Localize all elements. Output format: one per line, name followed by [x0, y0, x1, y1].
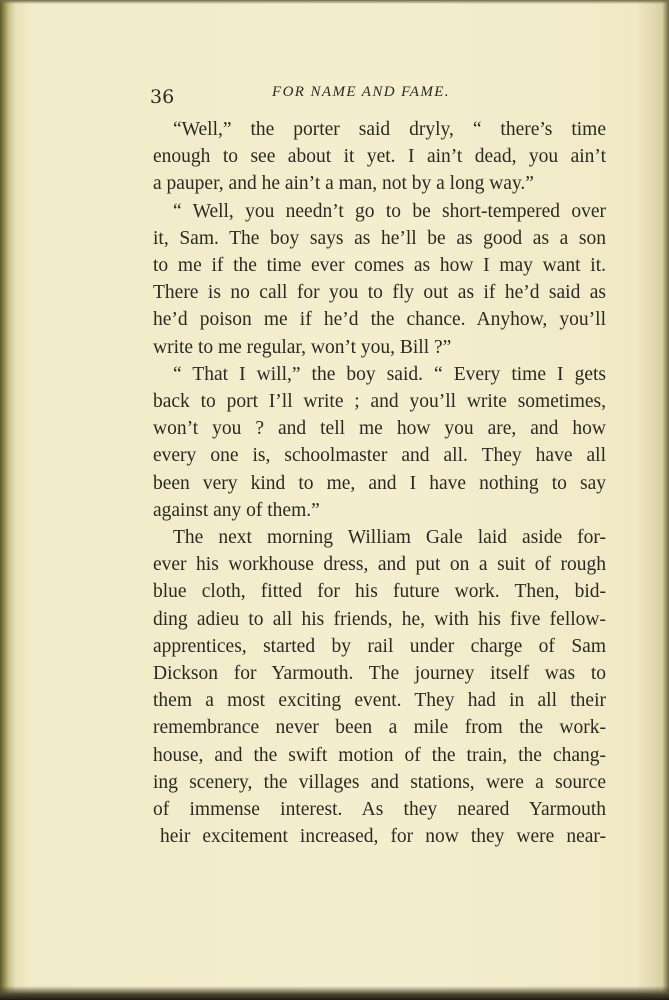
text-line	[153, 391, 606, 413]
text-line	[153, 609, 606, 631]
text-line-content: heir excitement increased, for now they were near-	[160, 826, 606, 848]
text-line	[153, 690, 606, 712]
page-top-edge	[0, 0, 669, 4]
text-line-content: There is no call for you to fly out as if he’d said as	[153, 282, 606, 304]
text-line-content: it, Sam. The boy says as he’ll be as good as a son	[153, 227, 606, 249]
text-line-content: won’t you ? and tell me how you are, and how	[153, 418, 606, 440]
text-line-content: ever his workhouse dress, and put on a suit of rough	[153, 554, 606, 576]
text-line	[153, 282, 606, 304]
text-line	[153, 581, 606, 603]
text-line	[173, 201, 606, 223]
text-line-content: blue cloth, fitted for his future work. Then, bid-	[153, 581, 606, 603]
text-line-content: remembrance never been a mile from the work-	[153, 717, 606, 739]
text-line-content: back to port I’ll write ; and you’ll write sometimes,	[153, 391, 606, 412]
text-line	[153, 418, 606, 440]
text-line-content: “Well,” the porter said dryly, “ there’s time	[173, 119, 606, 140]
text-line-content: of immense interest. As they neared Yarmouth	[153, 799, 606, 820]
text-line-content: Dickson for Yarmouth. The journey itself was to	[153, 663, 606, 684]
text-line	[173, 119, 606, 141]
text-line	[173, 527, 606, 549]
text-line-content: house, and the swift motion of the train, the chang-	[153, 744, 606, 766]
text-line-content: enough to see about it yet. I ain’t dead, you ain’t	[153, 146, 606, 168]
text-line	[153, 772, 606, 794]
text-line	[153, 146, 606, 168]
text-line-content: he’d poison me if he’d the chance. Anyhow, you’ll	[153, 309, 606, 331]
text-line	[153, 173, 606, 195]
text-line-content: every one is, schoolmaster and all. They have all	[153, 445, 606, 467]
text-line-content: to me if the time ever comes as how I may want it.	[153, 255, 606, 276]
text-line	[153, 717, 606, 739]
text-line-content: apprentices, started by rail under charge of Sam	[153, 635, 606, 657]
text-line	[173, 364, 606, 386]
text-line-content: a pauper, and he ain’t a man, not by a long way.”	[153, 173, 534, 195]
text-line	[153, 799, 606, 821]
text-line-content: them a most exciting event. They had in all their	[153, 690, 606, 712]
text-line	[160, 826, 606, 848]
text-line	[153, 309, 606, 331]
text-line	[153, 337, 606, 359]
text-line	[153, 228, 606, 250]
text-line-content: ing scenery, the villages and stations, were a source	[153, 771, 606, 793]
text-line	[153, 500, 606, 522]
text-line-content: “ Well, you needn’t go to be short-tempered over	[173, 200, 606, 222]
text-line-content: ding adieu to all his friends, he, with his five fellow-	[153, 608, 606, 630]
text-line-content: write to me regular, won’t you, Bill ?”	[153, 336, 452, 358]
text-line-content: against any of them.”	[153, 499, 320, 521]
running-title: FOR NAME AND FAME.	[272, 84, 450, 100]
text-line-content: been very kind to me, and I have nothing to say	[153, 472, 606, 494]
text-line	[153, 745, 606, 767]
text-line	[153, 636, 606, 658]
page-number: 36	[150, 86, 175, 108]
text-line-content: The next morning William Gale laid aside for-	[173, 527, 606, 548]
text-line	[153, 554, 606, 576]
text-line	[153, 663, 606, 685]
text-line	[153, 473, 606, 495]
text-line	[153, 445, 606, 467]
text-line-content: “ That I will,” the boy said. “ Every time I gets	[173, 363, 606, 385]
text-line	[153, 255, 606, 277]
